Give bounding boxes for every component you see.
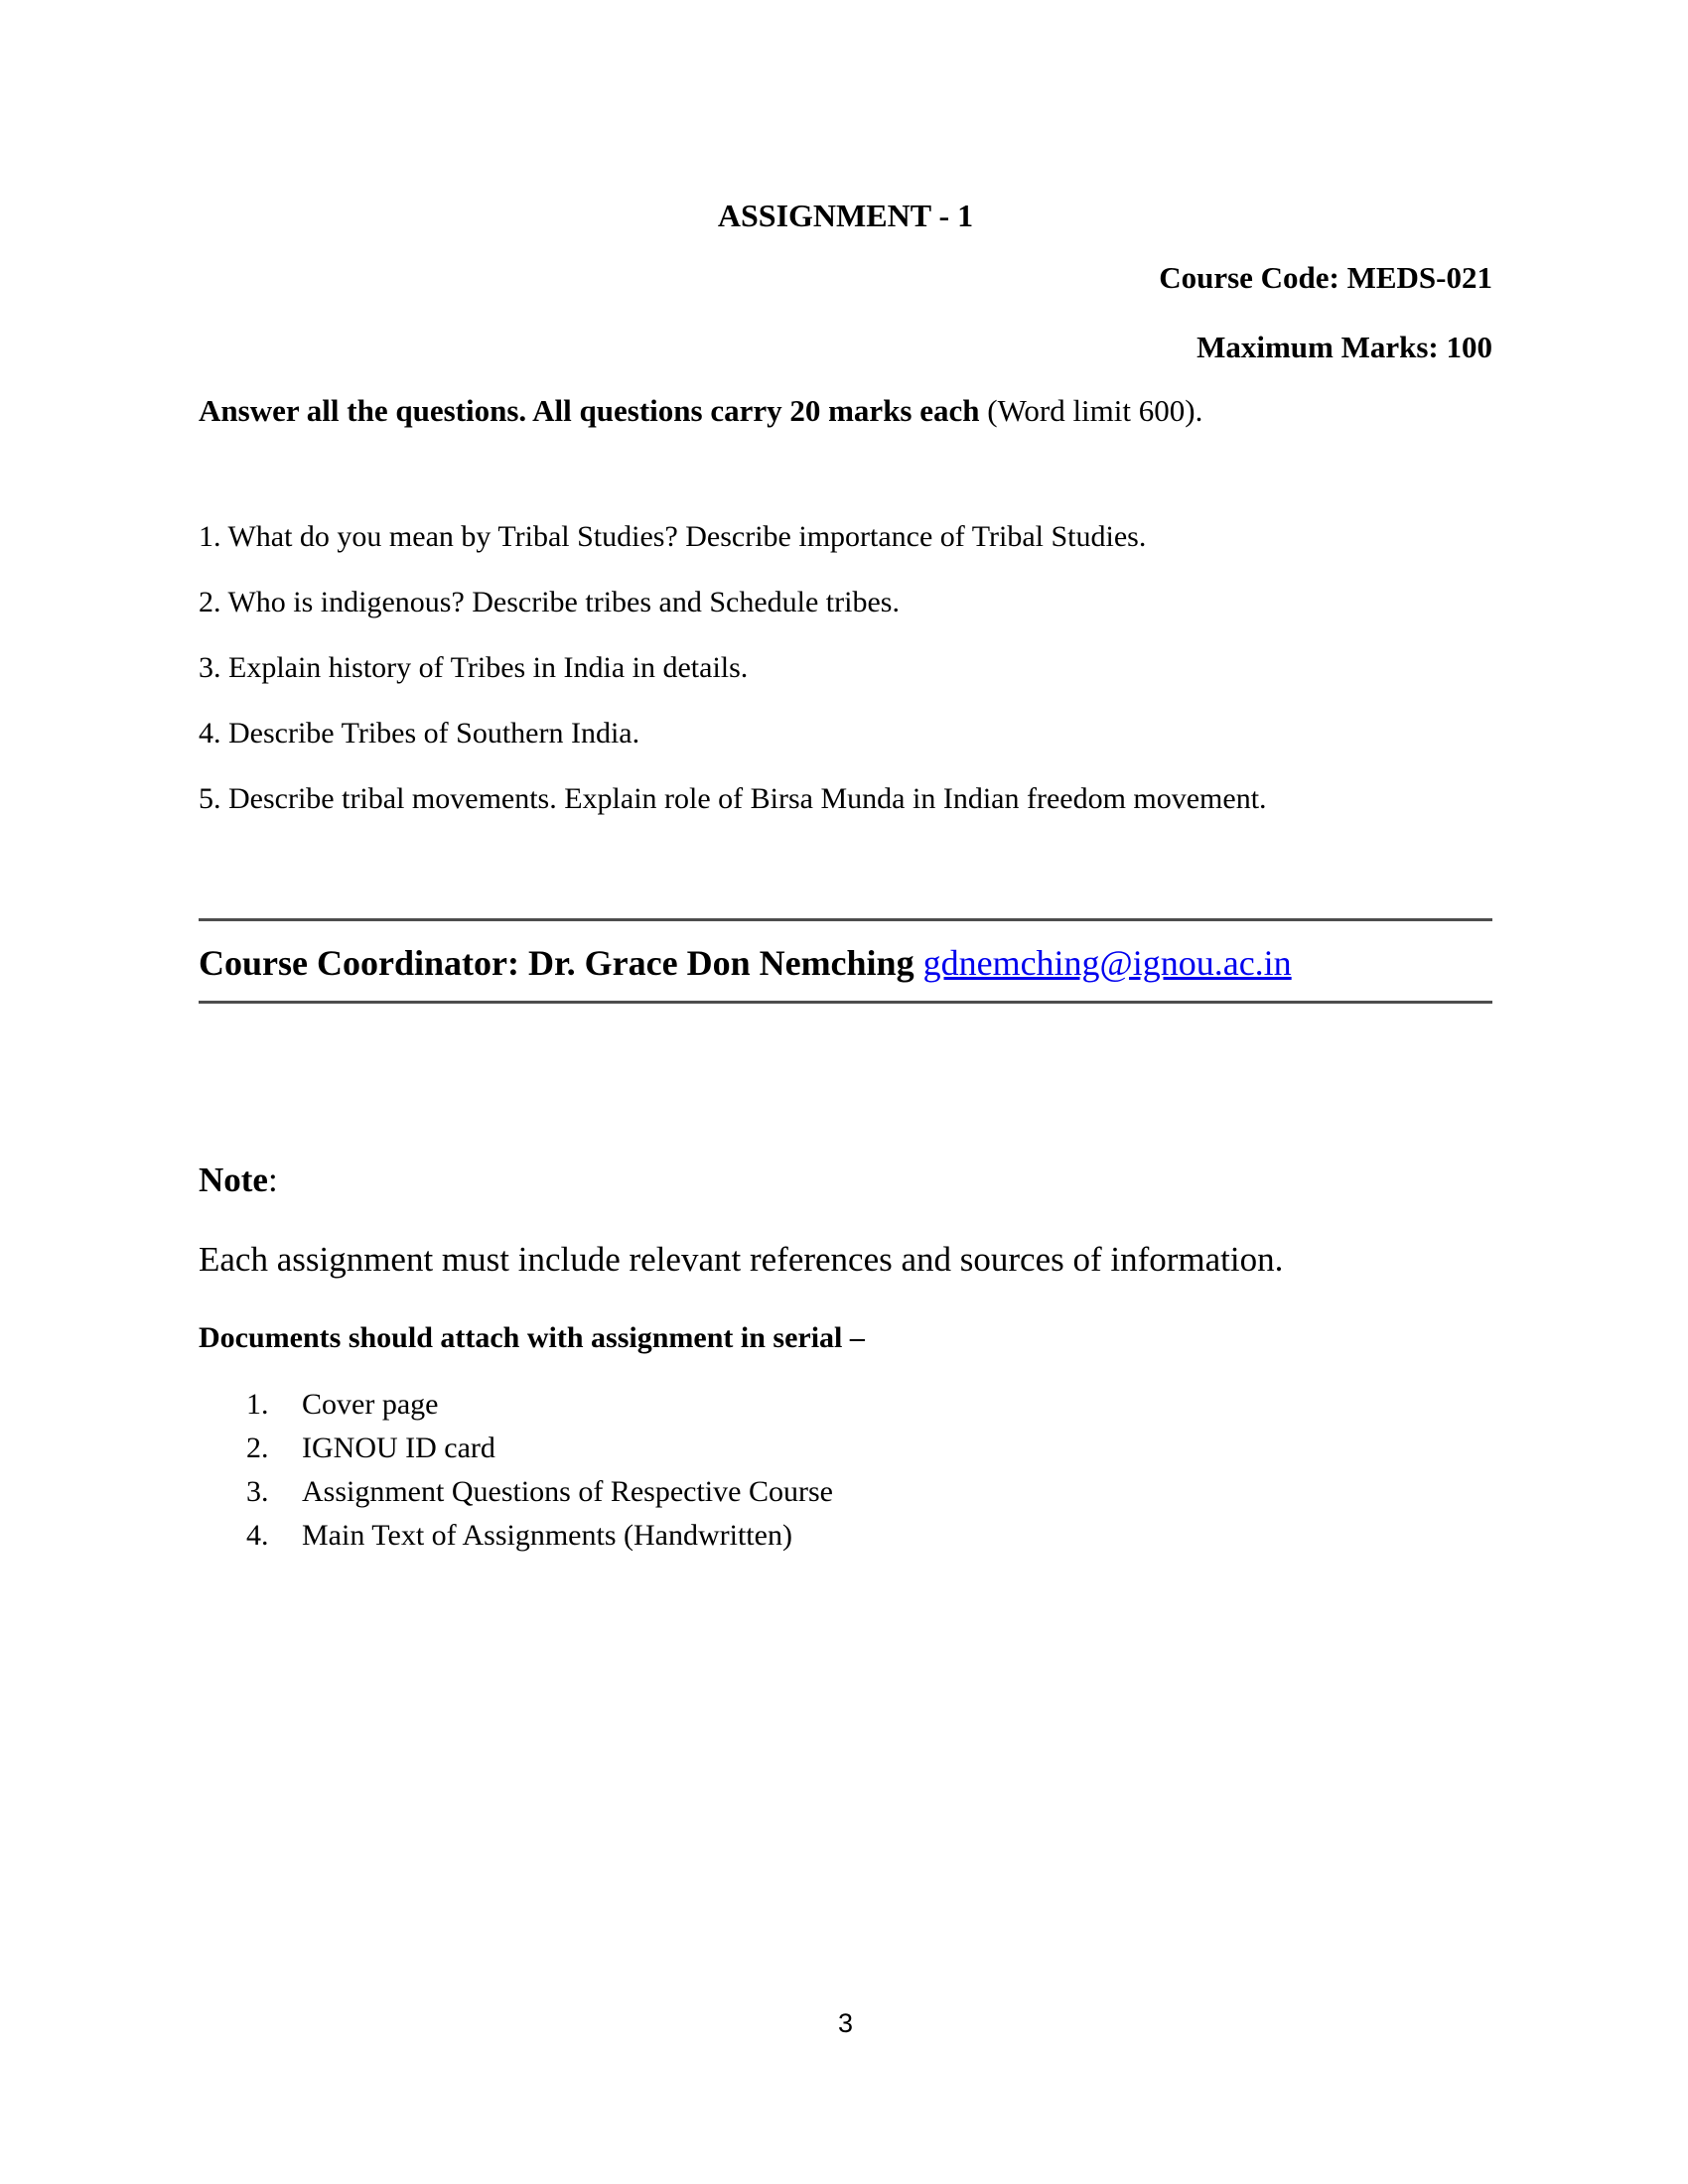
instructions-bold-text: Answer all the questions. All questions carry 20 marks each [199, 393, 980, 428]
documents-attach-heading: Documents should attach with assignment in serial – [199, 1321, 865, 1354]
note-heading [199, 1160, 1492, 1201]
question-1: 1. What do you mean by Tribal Studies? Describe importance of Tribal Studies. [199, 520, 1147, 553]
list-item [246, 1475, 1492, 1519]
list-item-number: 1. [246, 1388, 269, 1421]
note-body: Each assignment must include relevant references and sources of information. [199, 1240, 1284, 1279]
question-4: 4. Describe Tribes of Southern India. [199, 717, 640, 750]
list-item-label: Main Text of Assignments (Handwritten) [302, 1519, 792, 1552]
page-title: ASSIGNMENT - 1 [717, 198, 974, 233]
list-item-number: 2. [246, 1432, 269, 1464]
course-code: Course Code: MEDS-021 [1159, 260, 1492, 295]
list-item-label: Cover page [302, 1388, 439, 1421]
list-item-number: 4. [246, 1519, 269, 1552]
note-heading-word: Note [199, 1160, 268, 1199]
list-item [246, 1388, 1492, 1432]
documents-list [199, 1388, 1492, 1563]
coordinator-email-link[interactable]: gdnemching@ignou.ac.in [922, 943, 1292, 983]
page-number: 3 [837, 2008, 854, 2038]
list-item [246, 1519, 1492, 1563]
maximum-marks: Maximum Marks: 100 [1196, 330, 1492, 364]
instructions-line [199, 393, 1492, 429]
instructions-regular-text: (Word limit 600). [979, 393, 1203, 428]
coordinator-section [199, 918, 1492, 1004]
coordinator-label: Course Coordinator: Dr. Grace Don Nemching [199, 943, 923, 983]
question-5: 5. Describe tribal movements. Explain role of Birsa Munda in Indian freedom movement. [199, 782, 1267, 815]
questions-list [199, 520, 1492, 848]
list-item-number: 3. [246, 1475, 269, 1508]
list-item-label: IGNOU ID card [302, 1432, 495, 1464]
list-item-label: Assignment Questions of Respective Course [302, 1475, 833, 1508]
note-heading-colon: : [267, 1160, 278, 1199]
question-2: 2. Who is indigenous? Describe tribes and Schedule tribes. [199, 586, 900, 618]
question-3: 3. Explain history of Tribes in India in details. [199, 651, 749, 684]
coordinator-line [199, 941, 1492, 985]
list-item [246, 1432, 1492, 1475]
